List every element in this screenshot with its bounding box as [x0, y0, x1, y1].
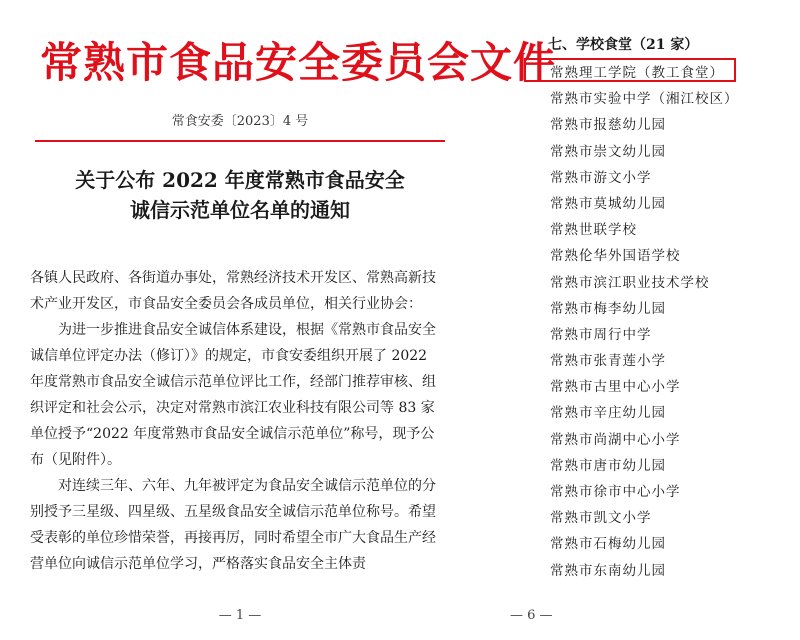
list-item: 常熟市唐市幼儿园 — [550, 457, 666, 474]
list-item: 常熟市徐市中心小学 — [550, 484, 681, 500]
list-item: 常熟市游文小学 — [550, 169, 652, 186]
list-item: 常熟市报慈幼儿园 — [550, 117, 666, 134]
header-divider — [35, 140, 445, 142]
list-item: 常熟市莫城幼儿园 — [550, 195, 666, 212]
document-header: 常熟市食品安全委员会文件 — [40, 38, 557, 87]
page-number: — 6 — — [510, 608, 553, 623]
list-item: 常熟市古里中心小学 — [550, 379, 681, 396]
list-item: 常熟市东南幼儿园 — [550, 562, 666, 579]
list-item: 常熟市凯文小学 — [550, 510, 652, 527]
addressee-paragraph: 各镇人民政府、各街道办事处，常熟经济技术开发区、常熟高新技术产业开发区，市食品安全委员会各成员单位，相关行业协会： — [30, 270, 436, 312]
list-item: 常熟市崇文幼儿园 — [550, 143, 666, 160]
section-heading: 七、学校食堂（21 家） — [548, 37, 699, 53]
document-page-6 — [480, 0, 800, 640]
list-item: 常熟市石梅幼儿园 — [550, 536, 666, 553]
document-number: 常食安委〔2023〕4 号 — [171, 114, 309, 129]
body-paragraph: 为进一步推进食品安全诚信体系建设，根据《常熟市食品安全诚信单位评定办法（修订）》的规定，市食安委组织开展了 2022 年度常熟市食品安全诚信示范单位评比工作，经部门推荐审核、组织评定和社会公示，决定对常熟市滨江农业科技有限公司等 83 家单位授予“2022 年度常熟市食品安全诚信示范单位”称号，现予公布（见附件）。 — [30, 322, 436, 468]
list-item: 常熟伦华外国语学校 — [550, 248, 681, 265]
notice-title-line-2: 诚信示范单位名单的通知 — [130, 198, 350, 222]
list-item: 常熟市实验中学（湘江校区） — [550, 91, 739, 108]
list-item: 常熟市张青莲小学 — [550, 353, 666, 370]
notice-title — [0, 165, 480, 225]
list-item: 常熟市滨江职业技术学校 — [550, 274, 710, 291]
body-paragraph: 对连续三年、六年、九年被评定为食品安全诚信示范单位的分别授予三星级、四星级、五星级食品安全诚信示范单位称号。希望受表彰的单位珍惜荣誉，再接再厉，同时希望全市广大食品生产经营单位向诚信示范单位学习，严格落实食品安全主体责 — [30, 478, 436, 572]
list-item: 常熟世联学校 — [550, 222, 637, 239]
list-item: 常熟市梅李幼儿园 — [550, 300, 666, 317]
page-number: — 1 — — [218, 608, 262, 623]
list-item: 常熟市尚湖中心小学 — [550, 431, 681, 448]
list-item: 常熟市辛庄幼儿园 — [550, 405, 666, 422]
list-item: 常熟市周行中学 — [550, 326, 652, 343]
notice-body — [30, 265, 445, 577]
list-item: 常熟理工学院（教工食堂） — [550, 65, 724, 81]
notice-title-line-1: 关于公布 2022 年度常熟市食品安全 — [75, 168, 405, 192]
school-list — [550, 60, 739, 584]
